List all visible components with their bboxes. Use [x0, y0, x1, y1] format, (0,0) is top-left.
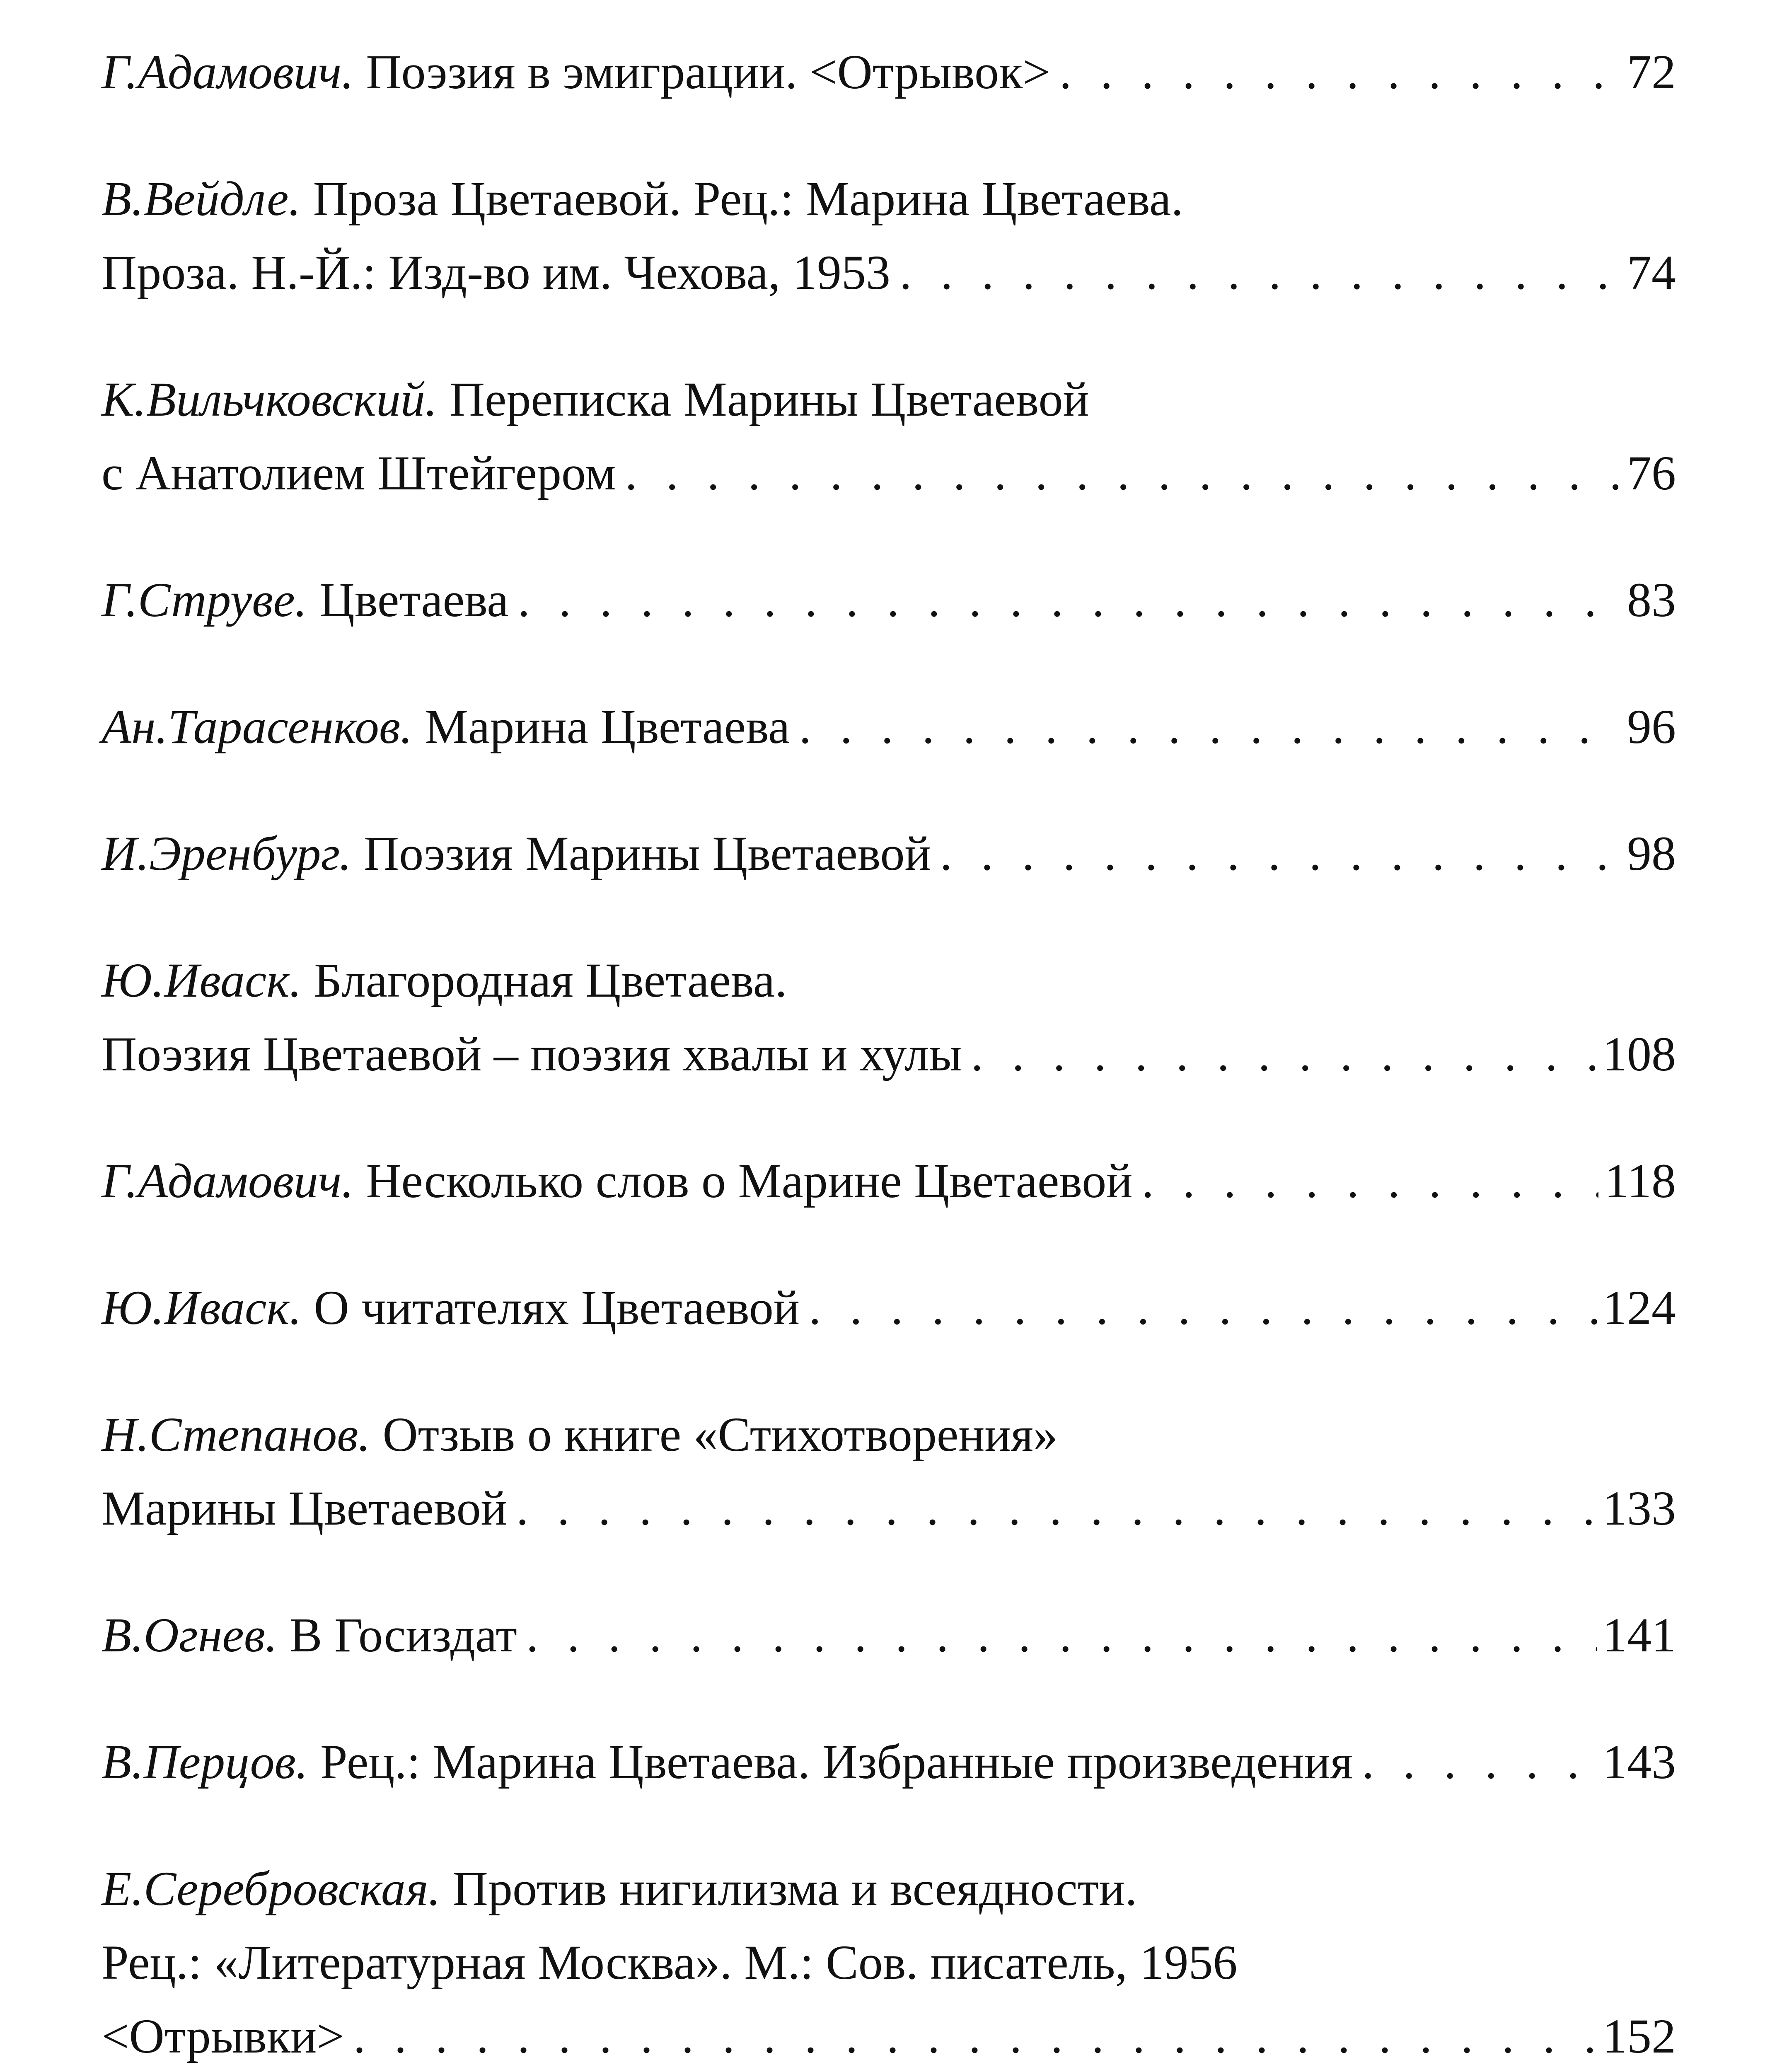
toc-entry-author: Г.Струве.	[102, 573, 307, 627]
toc-entry-author: Е.Серебровская.	[102, 1861, 441, 1916]
toc-entry	[102, 817, 1676, 891]
toc-entry	[102, 1144, 1676, 1218]
dot-leader	[1059, 35, 1621, 109]
toc-entry-page-number: 124	[1603, 1280, 1676, 1335]
toc-entry-line	[102, 563, 1676, 637]
toc-entry-author: Ю.Иваск.	[102, 1280, 302, 1335]
toc-entry-line	[102, 436, 1676, 510]
table-of-contents	[102, 35, 1676, 2072]
toc-entry-author: И.Эренбург.	[102, 826, 352, 881]
toc-entry-title: Поэзия Цветаевой – поэзия хвалы и хулы	[102, 1027, 962, 1081]
dot-leader	[625, 436, 1621, 510]
toc-entry-line	[102, 1598, 1676, 1672]
toc-entry-author: В.Перцов.	[102, 1735, 308, 1789]
toc-entry-title: с Анатолием Штейгером	[102, 446, 616, 500]
dot-leader	[518, 563, 1621, 637]
toc-entry-author: Н.Степанов.	[102, 1407, 370, 1462]
toc-entry-author: В.Вейдле.	[102, 172, 301, 226]
dot-leader	[353, 1999, 1597, 2072]
toc-entry	[102, 35, 1676, 109]
toc-entry-line	[102, 1144, 1676, 1218]
toc-entry	[102, 363, 1676, 510]
toc-entry-title: Благородная Цветаева.	[314, 953, 787, 1007]
toc-entry	[102, 1725, 1676, 1799]
toc-entry-title: <Отрывки>	[102, 2009, 344, 2063]
toc-entry-line	[102, 236, 1676, 310]
toc-entry-title: Марины Цветаевой	[102, 1481, 507, 1535]
toc-entry-page-number: 141	[1603, 1608, 1676, 1662]
toc-entry-page-number: 74	[1627, 245, 1676, 300]
toc-entry-line	[102, 1852, 1676, 1926]
toc-entry-line	[102, 944, 1676, 1017]
dot-leader	[809, 1271, 1597, 1345]
toc-entry-page-number: 98	[1627, 826, 1676, 881]
toc-entry-line	[102, 162, 1676, 236]
toc-entry-line	[102, 1017, 1676, 1091]
toc-entry-title: Против нигилизма и всеядности.	[452, 1861, 1137, 1916]
toc-entry-author: Г.Адамович.	[102, 1154, 354, 1208]
dot-leader	[1362, 1725, 1597, 1799]
toc-entry-page-number: 83	[1627, 573, 1676, 627]
toc-entry	[102, 162, 1676, 310]
dot-leader	[940, 817, 1621, 891]
toc-entry	[102, 1271, 1676, 1345]
toc-entry	[102, 690, 1676, 764]
toc-entry-title: Проза. Н.-Й.: Изд-во им. Чехова, 1953	[102, 245, 891, 300]
toc-entry-title: О читателях Цветаевой	[314, 1280, 800, 1335]
toc-entry-title: Несколько слов о Марине Цветаевой	[366, 1154, 1133, 1208]
toc-entry-line	[102, 35, 1676, 109]
dot-leader	[1141, 1144, 1598, 1218]
toc-entry	[102, 563, 1676, 637]
toc-entry-page-number: 108	[1603, 1027, 1676, 1081]
toc-entry-title: Отзыв о книге «Стихотворения»	[382, 1407, 1058, 1462]
dot-leader	[516, 1472, 1597, 1545]
dot-leader	[799, 690, 1621, 764]
toc-entry-line	[102, 690, 1676, 764]
toc-entry-line	[102, 1725, 1676, 1799]
toc-entry-author: Ан.Тарасенков.	[102, 700, 413, 754]
toc-entry-author: Ю.Иваск.	[102, 953, 302, 1007]
dot-leader	[899, 236, 1621, 310]
toc-entry-title: Цветаева	[319, 573, 509, 627]
toc-entry	[102, 1398, 1676, 1545]
toc-entry-author: Г.Адамович.	[102, 45, 354, 99]
dot-leader	[971, 1017, 1597, 1091]
toc-entry-page-number: 133	[1603, 1481, 1676, 1535]
toc-entry-author: В.Огнев.	[102, 1608, 278, 1662]
toc-entry-line	[102, 363, 1676, 436]
toc-entry-title: В Госиздат	[289, 1608, 517, 1662]
toc-entry	[102, 1852, 1676, 2072]
toc-entry-title: Переписка Марины Цветаевой	[449, 372, 1089, 426]
toc-entry-page-number: 96	[1627, 700, 1676, 754]
toc-entry-page-number: 118	[1604, 1154, 1676, 1208]
toc-entry-line	[102, 1472, 1676, 1545]
toc-entry-title: Рец.: Марина Цветаева. Избранные произведения	[320, 1735, 1353, 1789]
toc-entry-title: Марина Цветаева	[425, 700, 790, 754]
toc-entry-author: К.Вильчковский.	[102, 372, 438, 426]
toc-entry-line	[102, 817, 1676, 891]
toc-entry-page-number: 76	[1627, 446, 1676, 500]
toc-entry-line	[102, 1398, 1676, 1472]
toc-entry	[102, 1598, 1676, 1672]
toc-entry-line	[102, 1271, 1676, 1345]
toc-entry-page-number: 72	[1627, 45, 1676, 99]
toc-entry-line	[102, 1999, 1676, 2072]
toc-entry-line	[102, 1926, 1676, 1999]
toc-entry-page-number: 152	[1603, 2009, 1676, 2063]
toc-entry	[102, 944, 1676, 1091]
toc-entry-title: Рец.: «Литературная Москва». М.: Сов. писатель, 1956	[102, 1935, 1238, 1990]
toc-entry-title: Проза Цветаевой. Рец.: Марина Цветаева.	[313, 172, 1183, 226]
toc-entry-title: Поэзия Марины Цветаевой	[363, 826, 931, 881]
toc-entry-page-number: 143	[1603, 1735, 1676, 1789]
toc-entry-title: Поэзия в эмиграции. <Отрывок>	[366, 45, 1050, 99]
dot-leader	[526, 1598, 1597, 1672]
